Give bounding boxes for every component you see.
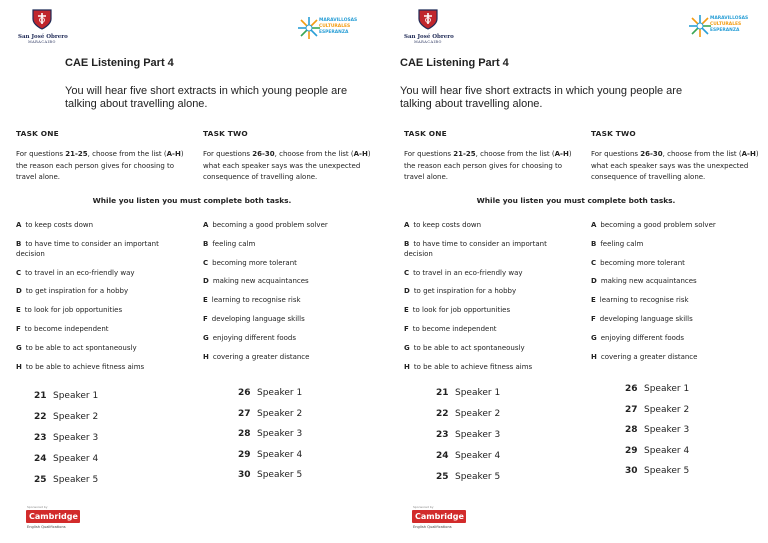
sunburst-icon [688,14,712,38]
option-item: D to get inspiration for a hobby [16,287,129,296]
task-two-options [203,220,383,370]
speaker-answer-row[interactable]: 23 Speaker 3 [436,430,501,440]
project-line: MARAVILLOSAS [319,18,358,23]
option-item: D making new acquaintances [591,277,697,286]
option-item: E learning to recognise risk [203,296,301,305]
option-item: D to get inspiration for a hobby [404,287,517,296]
task-one-description: For questions 21-25, choose from the list (A-H) the reason each person gives for choosing to travel alone. [404,150,572,181]
option-item: C becoming more tolerant [203,258,297,267]
speaker-answer-row[interactable]: 30 Speaker 5 [238,470,303,480]
speaker-answer-row[interactable]: 28 Speaker 3 [238,429,303,439]
school-shield-icon [31,8,53,30]
worksheet-intro: You will hear five short extracts in which young people are talking about travelling alone. [65,85,348,110]
option-item: A to keep costs down [404,221,482,229]
project-logo [297,16,357,42]
worksheet-intro: You will hear five short extracts in which young people are talking about travelling alone. [400,85,683,110]
worksheet-page-right [386,0,768,543]
option-item: F to become independent [404,324,497,333]
option-item: G to be able to act spontaneously [16,343,137,352]
cambridge-logo: Sponsored by Cambridge English Qualifications [26,505,86,533]
option-item: C to travel in an eco-friendly way [16,268,135,277]
speaker-answer-row[interactable]: 22 Speaker 2 [436,409,501,419]
speaker-answer-row[interactable]: 27 Speaker 2 [238,408,303,419]
option-item: B feeling calm [591,239,644,248]
option-item: B to have time to consider an important decision [404,239,547,258]
worksheet-title: CAE Listening Part 4 [65,57,174,69]
speaker-answer-row[interactable]: 25 Speaker 5 [436,472,501,482]
speaker-answer-row[interactable]: 28 Speaker 3 [625,425,690,435]
school-subtitle: MARACAIBO [414,40,442,44]
project-line: CULTURALES [710,22,742,27]
speaker-answer-row[interactable]: 26 Speaker 1 [238,388,303,398]
option-item: G enjoying different foods [203,333,296,342]
instruction-text: While you listen you must complete both tasks. [476,196,676,205]
task-one-speakers [436,386,556,491]
option-item: H covering a greater distance [591,352,698,361]
speaker-answer-row[interactable]: 26 Speaker 1 [625,384,690,394]
speaker-answer-row[interactable]: 29 Speaker 4 [625,445,690,456]
task-two-speakers [238,386,358,489]
speaker-answer-row[interactable]: 21 Speaker 1 [436,388,501,398]
task-two-heading: TASK TWO [591,129,636,138]
task-two-description: For questions 26-30, choose from the list (A-H) what each speaker says was the unexpected consequence of travelling alone. [591,150,759,181]
option-item: B feeling calm [203,239,256,248]
project-line: MARAVILLOSAS [710,16,749,21]
option-item: B to have time to consider an important decision [16,239,159,258]
option-item: H to be able to achieve fitness aims [16,362,145,371]
option-item: F developing language skills [591,314,693,323]
instruction-text: While you listen you must complete both tasks. [92,196,292,205]
task-one-options [16,220,186,380]
option-item: C becoming more tolerant [591,258,685,267]
option-item: G to be able to act spontaneously [404,343,525,352]
school-subtitle: MARACAIBO [28,40,56,44]
option-item: D making new acquaintances [203,277,309,286]
option-item: A becoming a good problem solver [203,221,328,229]
task-two-options [591,220,766,370]
speaker-answer-row[interactable]: 21 Speaker 1 [34,391,99,401]
project-logo [688,14,748,40]
task-one-heading: TASK ONE [404,129,447,138]
task-one-speakers [34,389,154,494]
project-line: CULTURALES [319,24,351,29]
option-item: E learning to recognise risk [591,296,689,305]
speaker-answer-row[interactable]: 24 Speaker 4 [436,451,501,461]
school-shield-icon [417,8,439,30]
option-item: E to look for job opportunities [16,306,123,315]
worksheet-title: CAE Listening Part 4 [400,57,509,69]
school-name: San José Obrero [18,34,68,40]
task-one-heading: TASK ONE [16,129,59,138]
school-logo [18,8,66,44]
task-one-options [404,220,574,380]
project-line: ESPERANZA [710,28,740,33]
speaker-answer-row[interactable]: 30 Speaker 5 [625,466,690,476]
option-item: A to keep costs down [16,221,94,229]
cambridge-logo: Sponsored by Cambridge English Qualifications [412,505,472,533]
option-item: F developing language skills [203,314,305,323]
option-item: A becoming a good problem solver [591,221,716,229]
speaker-answer-row[interactable]: 29 Speaker 4 [238,449,303,460]
project-line: ESPERANZA [319,30,349,35]
school-logo [404,8,452,44]
task-two-heading: TASK TWO [203,129,248,138]
option-item: G enjoying different foods [591,333,684,342]
speaker-answer-row[interactable]: 24 Speaker 4 [34,454,99,464]
sunburst-icon [297,16,321,40]
speaker-answer-row[interactable]: 25 Speaker 5 [34,475,99,485]
task-one-description: For questions 21-25, choose from the list (A-H) the reason each person gives for choosing to travel alone. [16,150,184,181]
speaker-answer-row[interactable]: 27 Speaker 2 [625,404,690,415]
option-item: F to become independent [16,324,109,333]
school-name: San José Obrero [404,34,454,40]
option-item: E to look for job opportunities [404,306,511,315]
option-item: H covering a greater distance [203,352,310,361]
task-two-speakers [625,382,745,485]
speaker-answer-row[interactable]: 23 Speaker 3 [34,433,99,443]
option-item: H to be able to achieve fitness aims [404,362,533,371]
speaker-answer-row[interactable]: 22 Speaker 2 [34,412,99,422]
option-item: C to travel in an eco-friendly way [404,268,523,277]
task-two-description: For questions 26-30, choose from the list (A-H) what each speaker says was the unexpected consequence of travelling alone. [203,150,371,181]
